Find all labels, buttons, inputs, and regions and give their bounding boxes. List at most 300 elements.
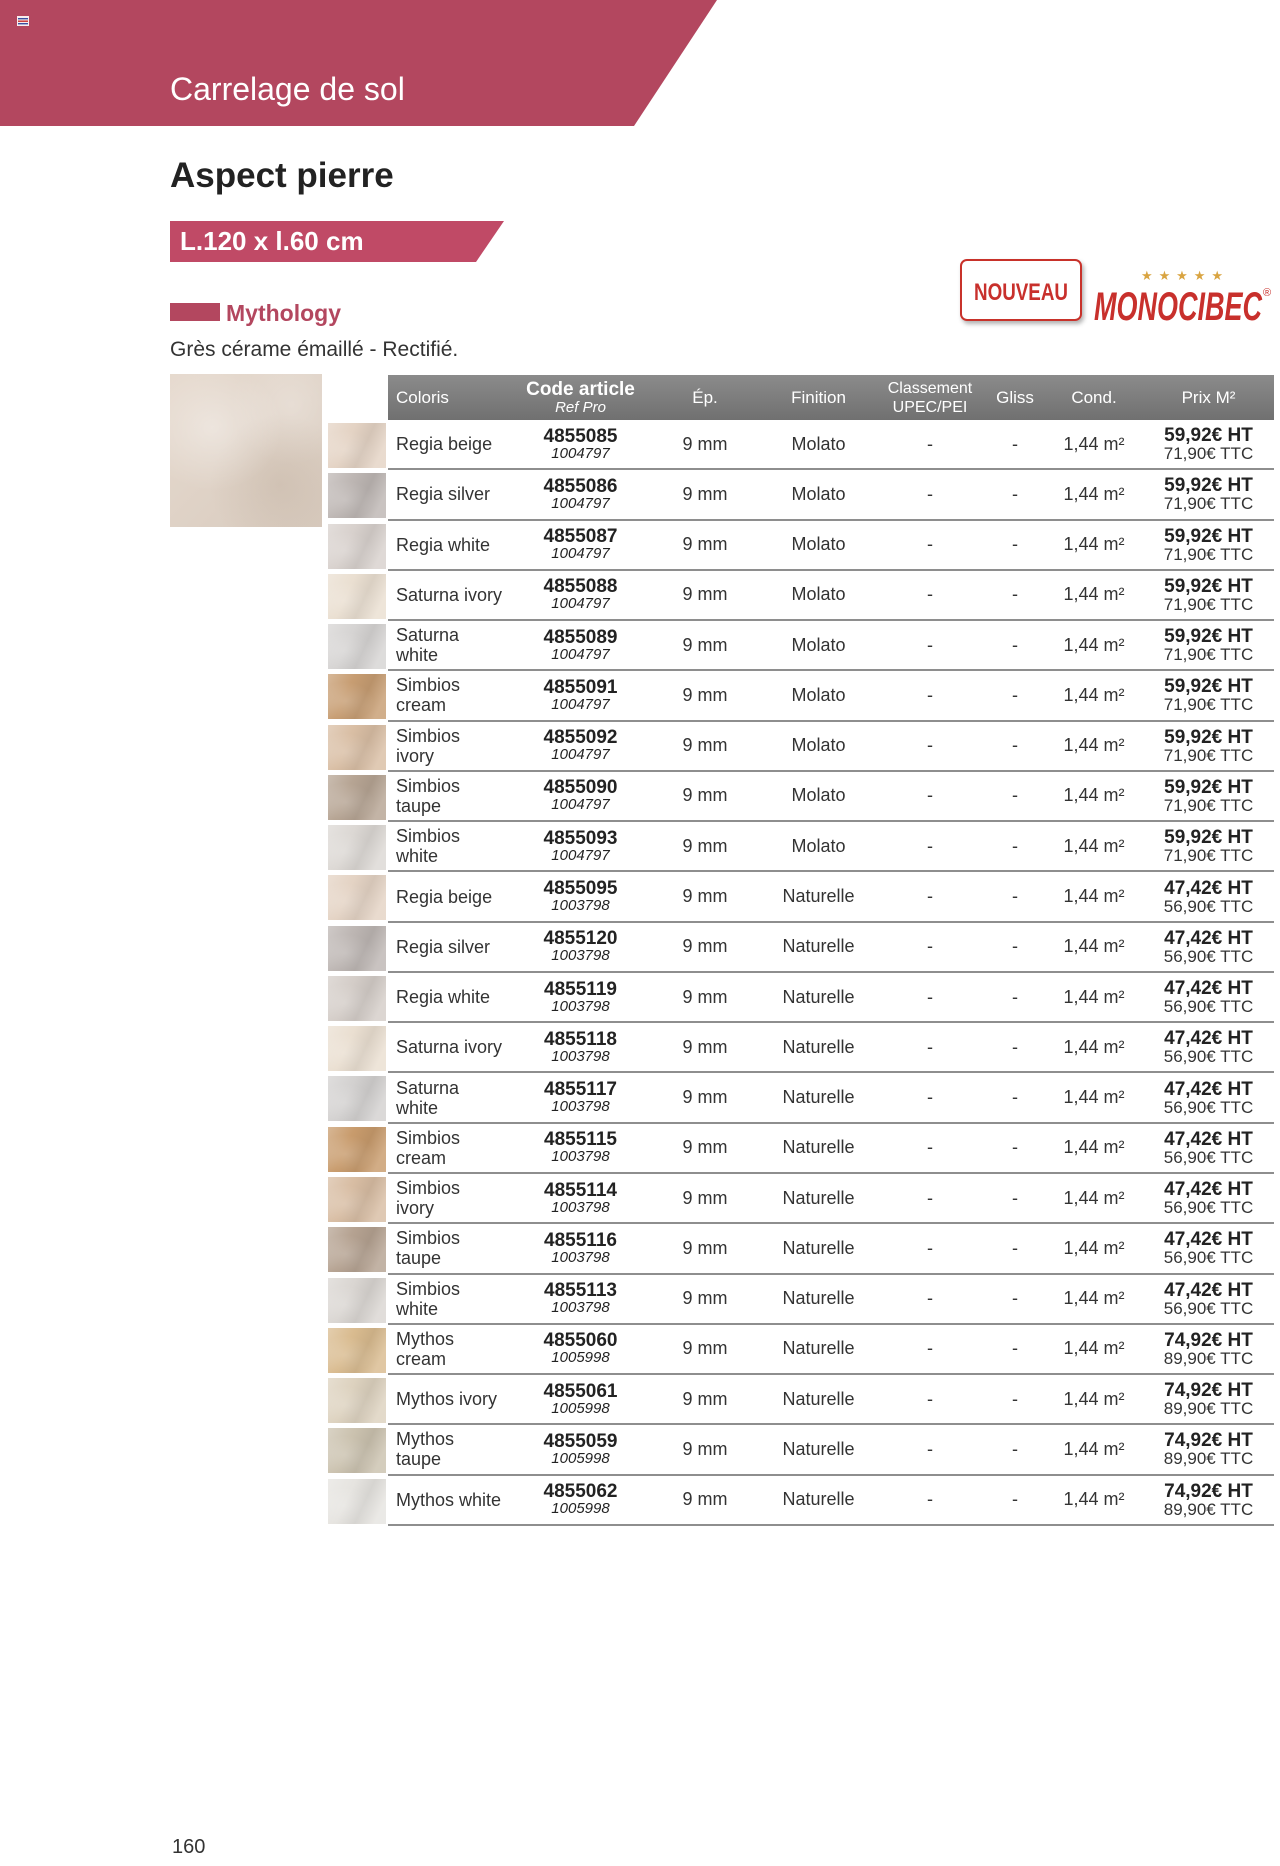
gliss-cell: - (1012, 1388, 1018, 1409)
code-cell (513, 477, 648, 512)
row-cells (388, 1325, 1274, 1375)
ep-cell: 9 mm (682, 785, 728, 806)
prix-cell (1143, 1331, 1274, 1367)
finition-cell: Naturelle (782, 886, 855, 907)
coloris-cell: Saturna ivory (396, 1037, 503, 1058)
cond-cell: 1,44 m² (1063, 1087, 1125, 1108)
article-code: 4855091 (543, 676, 618, 698)
gliss-cell: - (1012, 936, 1018, 957)
ref-pro: 1005998 (551, 1500, 610, 1518)
article-code: 4855114 (544, 1179, 617, 1201)
price-ttc: 71,90€ TTC (1163, 544, 1254, 564)
cond-cell: 1,44 m² (1063, 1388, 1125, 1409)
row-cells (388, 1124, 1274, 1174)
classement-cell: - (927, 986, 933, 1007)
color-swatch (328, 775, 386, 820)
price-ttc: 56,90€ TTC (1163, 1248, 1254, 1268)
row-cells (388, 671, 1274, 721)
classement-cell: - (927, 1489, 933, 1510)
ep-cell: 9 mm (682, 1388, 728, 1409)
finition-cell: Molato (791, 785, 846, 806)
gliss-cell: - (1012, 1137, 1018, 1158)
menu-icon[interactable] (17, 16, 29, 26)
article-code: 4855095 (543, 878, 618, 900)
header-code (513, 380, 648, 416)
finition-cell: Naturelle (782, 936, 855, 957)
new-badge-label: NOUVEAU (974, 279, 1068, 306)
cond-cell: 1,44 m² (1063, 785, 1125, 806)
cond-cell: 1,44 m² (1063, 1288, 1125, 1309)
product-marker (170, 303, 220, 321)
table-row (328, 521, 1274, 571)
ref-pro: 1003798 (551, 897, 610, 915)
coloris-cell: Mythos taupe (396, 1429, 455, 1470)
price-ttc: 89,90€ TTC (1163, 1399, 1254, 1419)
finition-cell: Molato (791, 584, 846, 605)
price-ttc: 56,90€ TTC (1163, 997, 1254, 1017)
ref-pro: 1004797 (551, 595, 610, 613)
price-ttc: 56,90€ TTC (1163, 1097, 1254, 1117)
coloris-cell: Saturna white (396, 1077, 460, 1118)
article-code: 4855088 (543, 576, 618, 598)
table-row (328, 1325, 1274, 1375)
color-swatch (328, 1076, 386, 1121)
gliss-cell: - (1012, 735, 1018, 756)
ref-pro: 1003798 (551, 1148, 610, 1166)
header-gliss: Gliss (996, 388, 1034, 407)
finition-cell: Molato (791, 634, 846, 655)
registered-mark: ® (1263, 287, 1272, 299)
ref-pro: 1003798 (551, 1248, 610, 1266)
ep-cell: 9 mm (682, 735, 728, 756)
cond-cell: 1,44 m² (1063, 886, 1125, 907)
coloris-cell: Regia white (396, 987, 491, 1008)
page-title: Aspect pierre (170, 156, 394, 195)
gliss-cell: - (1012, 1237, 1018, 1258)
table-row (328, 1476, 1274, 1526)
table-row (328, 772, 1274, 822)
finition-cell: Naturelle (782, 1187, 855, 1208)
rating-stars-icon: ★★★★★ (1141, 269, 1223, 284)
code-cell (513, 577, 648, 612)
price-ht: 59,92€ HT (1164, 425, 1253, 447)
cond-cell: 1,44 m² (1063, 584, 1125, 605)
cond-cell: 1,44 m² (1063, 1438, 1125, 1459)
color-swatch (328, 674, 386, 719)
finition-cell: Naturelle (782, 1288, 855, 1309)
classement-cell: - (927, 483, 933, 504)
finition-cell: Molato (791, 835, 846, 856)
ep-cell: 9 mm (682, 1036, 728, 1057)
ep-cell: 9 mm (682, 1288, 728, 1309)
coloris-cell: Simbios cream (396, 1127, 461, 1168)
ref-pro: 1003798 (551, 1047, 610, 1065)
classement-cell: - (927, 1288, 933, 1309)
finition-cell: Naturelle (782, 1036, 855, 1057)
color-swatch (328, 1177, 386, 1222)
color-swatch (328, 976, 386, 1021)
ref-pro: 1003798 (551, 1098, 610, 1116)
coloris-cell: Regia silver (396, 484, 491, 505)
table-row (328, 470, 1274, 520)
row-cells (388, 1174, 1274, 1224)
row-cells (388, 1425, 1274, 1475)
ep-cell: 9 mm (682, 534, 728, 555)
prix-cell (1143, 1230, 1274, 1266)
row-cells (388, 973, 1274, 1023)
table-row (328, 923, 1274, 973)
price-ttc: 89,90€ TTC (1163, 1499, 1254, 1519)
table-header (328, 375, 1274, 420)
price-ttc: 71,90€ TTC (1163, 846, 1254, 866)
prix-cell (1143, 476, 1274, 512)
price-ht: 47,42€ HT (1164, 1229, 1253, 1251)
price-ht: 74,92€ HT (1164, 1480, 1253, 1502)
ref-pro: 1004797 (551, 796, 610, 814)
price-ttc: 56,90€ TTC (1163, 1198, 1254, 1218)
price-ttc: 71,90€ TTC (1163, 444, 1254, 464)
ref-pro: 1004797 (551, 545, 610, 563)
article-code: 4855059 (543, 1430, 618, 1452)
gliss-cell: - (1012, 1087, 1018, 1108)
cond-cell: 1,44 m² (1063, 1187, 1125, 1208)
price-ht: 74,92€ HT (1164, 1329, 1253, 1351)
row-cells (388, 1073, 1274, 1123)
code-cell (513, 1130, 648, 1165)
finition-cell: Molato (791, 433, 846, 454)
table-row (328, 973, 1274, 1023)
color-swatch (328, 1479, 386, 1524)
prix-cell (1143, 778, 1274, 814)
table-row (328, 1124, 1274, 1174)
row-cells (388, 1275, 1274, 1325)
code-cell (513, 427, 648, 462)
cond-cell: 1,44 m² (1063, 634, 1125, 655)
color-swatch (328, 1026, 386, 1071)
gliss-cell: - (1012, 835, 1018, 856)
classement-cell: - (927, 1438, 933, 1459)
color-swatch (328, 926, 386, 971)
code-cell (513, 527, 648, 562)
classement-cell: - (927, 886, 933, 907)
prix-cell (1143, 979, 1274, 1015)
code-cell (513, 1331, 648, 1366)
price-ht: 59,92€ HT (1164, 676, 1253, 698)
price-ht: 47,42€ HT (1164, 877, 1253, 899)
table-body (328, 420, 1274, 1526)
ref-pro: 1005998 (551, 1449, 610, 1467)
classement-cell: - (927, 634, 933, 655)
price-ht: 74,92€ HT (1164, 1380, 1253, 1402)
classement-cell: - (927, 1237, 933, 1258)
gliss-cell: - (1012, 534, 1018, 555)
header-classement-line2: UPEC/PEI (892, 398, 968, 416)
price-ttc: 71,90€ TTC (1163, 795, 1254, 815)
price-ttc: 71,90€ TTC (1163, 745, 1254, 765)
product-description: Grès cérame émaillé - Rectifié. (170, 338, 459, 361)
table-row (328, 1425, 1274, 1475)
cond-cell: 1,44 m² (1063, 735, 1125, 756)
price-ht: 47,42€ HT (1164, 1128, 1253, 1150)
coloris-cell: Mythos white (396, 1489, 502, 1510)
coloris-cell: Regia white (396, 534, 491, 555)
ep-cell: 9 mm (682, 1438, 728, 1459)
coloris-cell: Regia beige (396, 434, 493, 455)
cond-cell: 1,44 m² (1063, 1036, 1125, 1057)
price-ht: 47,42€ HT (1164, 1279, 1253, 1301)
gliss-cell: - (1012, 1338, 1018, 1359)
finition-cell: Naturelle (782, 1388, 855, 1409)
ep-cell: 9 mm (682, 986, 728, 1007)
code-cell (513, 929, 648, 964)
ref-pro: 1004797 (551, 444, 610, 462)
prix-cell (1143, 1431, 1274, 1467)
color-swatch (328, 1278, 386, 1323)
finition-cell: Molato (791, 735, 846, 756)
finition-cell: Naturelle (782, 986, 855, 1007)
article-code: 4855092 (543, 727, 618, 749)
prix-cell (1143, 1130, 1274, 1166)
row-cells (388, 722, 1274, 772)
code-cell (513, 980, 648, 1015)
article-code: 4855119 (544, 978, 617, 1000)
header-prix: Prix M² (1181, 388, 1236, 407)
ref-pro: 1004797 (551, 846, 610, 864)
cond-cell: 1,44 m² (1063, 534, 1125, 555)
ep-cell: 9 mm (682, 433, 728, 454)
prix-cell (1143, 929, 1274, 965)
prix-cell (1143, 879, 1274, 915)
finition-cell: Molato (791, 483, 846, 504)
article-code: 4855089 (543, 626, 618, 648)
coloris-cell: Simbios ivory (396, 1178, 461, 1219)
price-ht: 59,92€ HT (1164, 575, 1253, 597)
classement-cell: - (927, 684, 933, 705)
table-row (328, 1023, 1274, 1073)
table-row (328, 872, 1274, 922)
prix-cell (1143, 527, 1274, 563)
finition-cell: Naturelle (782, 1237, 855, 1258)
cond-cell: 1,44 m² (1063, 483, 1125, 504)
price-ht: 59,92€ HT (1164, 525, 1253, 547)
color-swatch (328, 624, 386, 669)
header-ep: Ép. (692, 388, 718, 407)
cond-cell: 1,44 m² (1063, 936, 1125, 957)
article-code: 4855093 (543, 827, 618, 849)
prix-cell (1143, 677, 1274, 713)
coloris-cell: Simbios cream (396, 675, 461, 716)
coloris-cell: Saturna white (396, 625, 460, 666)
row-cells (388, 521, 1274, 571)
header-ref-label: Ref Pro (555, 398, 606, 416)
price-ht: 59,92€ HT (1164, 776, 1253, 798)
ep-cell: 9 mm (682, 936, 728, 957)
prix-cell (1143, 828, 1274, 864)
color-swatch (328, 875, 386, 920)
code-cell (513, 1432, 648, 1467)
price-ttc: 56,90€ TTC (1163, 1147, 1254, 1167)
prix-cell (1143, 627, 1274, 663)
classement-cell: - (927, 835, 933, 856)
gliss-cell: - (1012, 584, 1018, 605)
code-cell (513, 678, 648, 713)
gliss-cell: - (1012, 684, 1018, 705)
ref-pro: 1005998 (551, 1349, 610, 1367)
gliss-cell: - (1012, 1187, 1018, 1208)
ref-pro: 1004797 (551, 645, 610, 663)
gliss-cell: - (1012, 1438, 1018, 1459)
prix-cell (1143, 426, 1274, 462)
code-cell (513, 1231, 648, 1266)
code-cell (513, 728, 648, 763)
prix-cell (1143, 1080, 1274, 1116)
header-classement-line1: Classement (887, 379, 973, 397)
coloris-cell: Regia beige (396, 886, 493, 907)
row-cells (388, 822, 1274, 872)
classement-cell: - (927, 1187, 933, 1208)
color-swatch (328, 473, 386, 518)
cond-cell: 1,44 m² (1063, 986, 1125, 1007)
finition-cell: Naturelle (782, 1489, 855, 1510)
classement-cell: - (927, 1137, 933, 1158)
table-row (328, 420, 1274, 470)
article-code: 4855060 (543, 1330, 618, 1352)
coloris-cell: Simbios white (396, 1278, 461, 1319)
classement-cell: - (927, 1338, 933, 1359)
ep-cell: 9 mm (682, 1137, 728, 1158)
finition-cell: Naturelle (782, 1338, 855, 1359)
price-ht: 47,42€ HT (1164, 1028, 1253, 1050)
color-swatch (328, 574, 386, 619)
coloris-cell: Saturna ivory (396, 584, 503, 605)
row-cells (388, 1476, 1274, 1526)
gliss-cell: - (1012, 1489, 1018, 1510)
finition-cell: Molato (791, 684, 846, 705)
ref-pro: 1005998 (551, 1399, 610, 1417)
code-cell (513, 778, 648, 813)
price-ht: 59,92€ HT (1164, 475, 1253, 497)
prix-cell (1143, 1482, 1274, 1518)
cond-cell: 1,44 m² (1063, 1489, 1125, 1510)
cond-cell: 1,44 m² (1063, 835, 1125, 856)
finition-cell: Molato (791, 534, 846, 555)
article-code: 4855062 (543, 1481, 618, 1503)
code-cell (513, 1080, 648, 1115)
price-ttc: 71,90€ TTC (1163, 645, 1254, 665)
article-code: 4855120 (543, 928, 618, 950)
ref-pro: 1004797 (551, 746, 610, 764)
price-ht: 47,42€ HT (1164, 978, 1253, 1000)
row-cells (388, 470, 1274, 520)
coloris-cell: Simbios ivory (396, 725, 461, 766)
classement-cell: - (927, 785, 933, 806)
ep-cell: 9 mm (682, 1187, 728, 1208)
price-ht: 59,92€ HT (1164, 726, 1253, 748)
ref-pro: 1004797 (551, 494, 610, 512)
ref-pro: 1003798 (551, 1198, 610, 1216)
gliss-cell: - (1012, 1288, 1018, 1309)
color-swatch (328, 1127, 386, 1172)
classement-cell: - (927, 433, 933, 454)
ep-cell: 9 mm (682, 1338, 728, 1359)
cond-cell: 1,44 m² (1063, 1137, 1125, 1158)
row-cells (388, 1224, 1274, 1274)
article-code: 4855087 (543, 526, 618, 548)
price-ht: 47,42€ HT (1164, 1179, 1253, 1201)
price-ttc: 56,90€ TTC (1163, 946, 1254, 966)
row-cells (388, 923, 1274, 973)
table-row (328, 1224, 1274, 1274)
price-ht: 59,92€ HT (1164, 626, 1253, 648)
cond-cell: 1,44 m² (1063, 1338, 1125, 1359)
price-ttc: 89,90€ TTC (1163, 1449, 1254, 1469)
color-swatch (328, 1227, 386, 1272)
gliss-cell: - (1012, 986, 1018, 1007)
color-swatch (328, 524, 386, 569)
color-swatch (328, 825, 386, 870)
classement-cell: - (927, 1087, 933, 1108)
classement-cell: - (927, 936, 933, 957)
code-cell (513, 829, 648, 864)
prix-cell (1143, 728, 1274, 764)
table-row (328, 671, 1274, 721)
row-cells (388, 621, 1274, 671)
prix-cell (1143, 1180, 1274, 1216)
article-code: 4855118 (544, 1028, 617, 1050)
article-code: 4855116 (544, 1229, 617, 1251)
table-row (328, 1375, 1274, 1425)
price-ttc: 56,90€ TTC (1163, 1298, 1254, 1318)
product-name: Mythology (226, 300, 341, 326)
ep-cell: 9 mm (682, 684, 728, 705)
code-cell (513, 1030, 648, 1065)
ep-cell: 9 mm (682, 835, 728, 856)
coloris-cell: Simbios white (396, 826, 461, 867)
price-ht: 47,42€ HT (1164, 1078, 1253, 1100)
header-coloris: Coloris (396, 388, 449, 407)
classement-cell: - (927, 1036, 933, 1057)
brand-logo (960, 258, 1274, 329)
prix-cell (1143, 1381, 1274, 1417)
color-swatch (328, 423, 386, 468)
coloris-cell: Regia silver (396, 936, 491, 957)
finition-cell: Naturelle (782, 1438, 855, 1459)
code-cell (513, 1382, 648, 1417)
ep-cell: 9 mm (682, 483, 728, 504)
code-cell (513, 879, 648, 914)
classement-cell: - (927, 584, 933, 605)
code-cell (513, 628, 648, 663)
gliss-cell: - (1012, 785, 1018, 806)
gliss-cell: - (1012, 433, 1018, 454)
page-number: 160 (172, 1836, 206, 1858)
ep-cell: 9 mm (682, 584, 728, 605)
header-cond: Cond. (1071, 388, 1117, 407)
price-ttc: 56,90€ TTC (1163, 1047, 1254, 1067)
gliss-cell: - (1012, 634, 1018, 655)
header-classement (875, 379, 985, 417)
table-row (328, 1073, 1274, 1123)
gliss-cell: - (1012, 886, 1018, 907)
product-table (328, 375, 1274, 1526)
color-swatch (328, 1378, 386, 1423)
coloris-cell: Simbios taupe (396, 1228, 461, 1269)
ep-cell: 9 mm (682, 1087, 728, 1108)
price-ttc: 71,90€ TTC (1163, 594, 1254, 614)
row-cells (388, 420, 1274, 470)
price-ttc: 56,90€ TTC (1163, 896, 1254, 916)
color-swatch (328, 1328, 386, 1373)
